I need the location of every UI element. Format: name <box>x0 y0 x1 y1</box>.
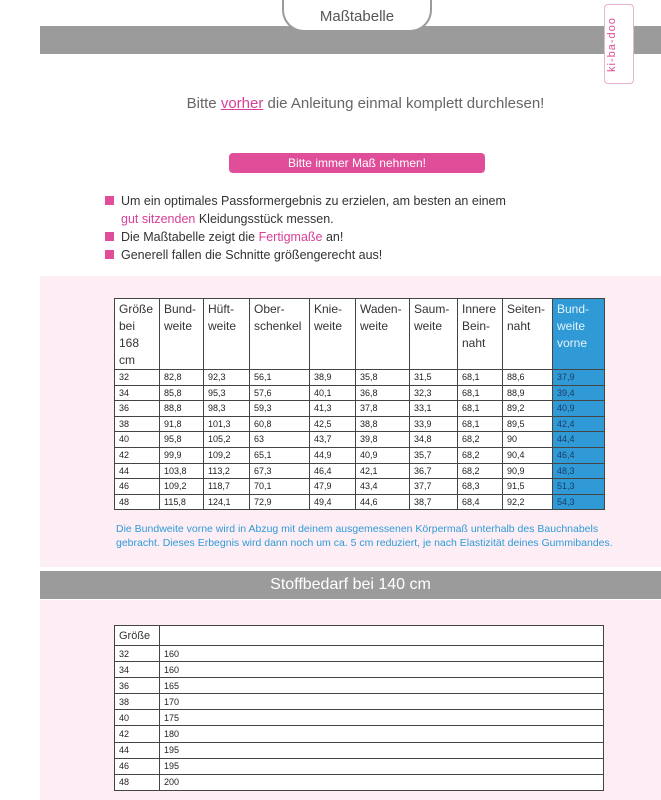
read-instructions-note <box>0 95 661 112</box>
col-header-fabric <box>160 626 604 646</box>
note-line: Die Bundweite vorne wird in Abzug mit deinem ausgemessenen Körpermaß unterhalb des Bauchnabels <box>116 523 599 535</box>
bullet-text: an! <box>322 230 344 244</box>
bullet-text: Generell fallen die Schnitte größengerecht aus! <box>121 248 383 262</box>
col-header-thigh: Ober- schenkel <box>250 299 310 370</box>
fabric-section-title: Stoffbedarf bei 140 cm <box>40 571 661 599</box>
col-header-hip: Hüft- weite <box>204 299 250 370</box>
read-note-before: Bitte <box>186 95 221 112</box>
pink-bullet-icon <box>105 196 114 205</box>
col-header-side-seam: Seiten- naht <box>503 299 553 370</box>
table-row: 44 103,8 113,2 67,3 46,4 42,1 36,7 68,2 90,9 48,3 <box>115 463 605 479</box>
table-row: 38 91,8 101,3 60,8 42,5 38,8 33,9 68,1 89,5 42,4 <box>115 416 605 432</box>
table-row: 40 95,8 105,2 63 43,7 39,8 34,8 68,2 90 44,4 <box>115 432 605 448</box>
col-header-size: Größe <box>115 626 160 646</box>
table-row: 34 85,8 95,3 57,6 40,1 36,8 32,3 68,1 88,9 39,4 <box>115 385 605 401</box>
table-row: 32 82,8 92,3 56,1 38,9 35,8 31,5 68,1 88,6 37,9 <box>115 370 605 386</box>
front-waist-note <box>116 522 616 550</box>
table-row: 36 88,8 98,3 59,3 41,3 37,8 33,1 68,1 89,2 40,9 <box>115 401 605 417</box>
tips-list <box>105 192 575 264</box>
pink-bullet-icon <box>105 232 114 241</box>
list-item <box>105 228 575 246</box>
read-note-highlight: vorher <box>220 95 264 112</box>
fabric-table <box>114 625 604 791</box>
table-row: 44 195 <box>115 742 604 758</box>
table-row: 46 195 <box>115 758 604 774</box>
bullet-highlight: Fertigmaße <box>258 230 323 244</box>
table-row: 46 109,2 118,7 70,1 47,9 43,4 37,7 68,3 91,5 51,3 <box>115 479 605 495</box>
bullet-text: Kleidungsstück messen. <box>195 212 334 226</box>
bullet-highlight: gut sitzenden <box>121 212 196 226</box>
col-header-hem: Saum- weite <box>410 299 458 370</box>
table-row: 38 170 <box>115 694 604 710</box>
bullet-text: Um ein optimales Passformergebnis zu erzielen, am besten an einem <box>121 194 506 208</box>
table-row: 32 160 <box>115 646 604 662</box>
col-header-size: Größe bei 168 cm <box>115 299 160 370</box>
table-row: 36 165 <box>115 678 604 694</box>
table-row: 48 200 <box>115 774 604 790</box>
table-row: 48 115,8 124,1 72,9 49,4 44,6 38,7 68,4 92,2 54,3 <box>115 494 605 510</box>
col-header-front-waist: Bund- weite vorne <box>553 299 605 370</box>
brand-logo <box>604 4 634 84</box>
page-title: Maßtabelle <box>282 0 432 32</box>
col-header-knee: Knie- weite <box>310 299 356 370</box>
read-note-after: die Anleitung einmal komplett durchlesen! <box>263 95 545 112</box>
measure-reminder-label: Bitte immer Maß nehmen! <box>229 153 485 173</box>
list-item <box>105 192 575 228</box>
col-header-calf: Waden- weite <box>356 299 410 370</box>
pink-bullet-icon <box>105 250 114 259</box>
bullet-text: Die Maßtabelle zeigt die <box>121 230 259 244</box>
table-header-row <box>115 626 604 646</box>
list-item <box>105 246 575 264</box>
table-row: 34 160 <box>115 662 604 678</box>
size-table <box>114 298 605 510</box>
table-row: 42 180 <box>115 726 604 742</box>
table-row: 40 175 <box>115 710 604 726</box>
col-header-waist: Bund- weite <box>160 299 204 370</box>
note-line: gebracht. Dieses Erbegnis wird dann noch um ca. 5 cm reduziert, je nach Elastizität deines Gummibandes. <box>116 537 613 549</box>
table-row: 42 99,9 109,2 65,1 44,9 40,9 35,7 68,2 90,4 46,4 <box>115 447 605 463</box>
table-header-row <box>115 299 605 370</box>
brand-text: ki-ba-doo <box>606 17 618 73</box>
col-header-inseam: Innere Bein- naht <box>458 299 503 370</box>
